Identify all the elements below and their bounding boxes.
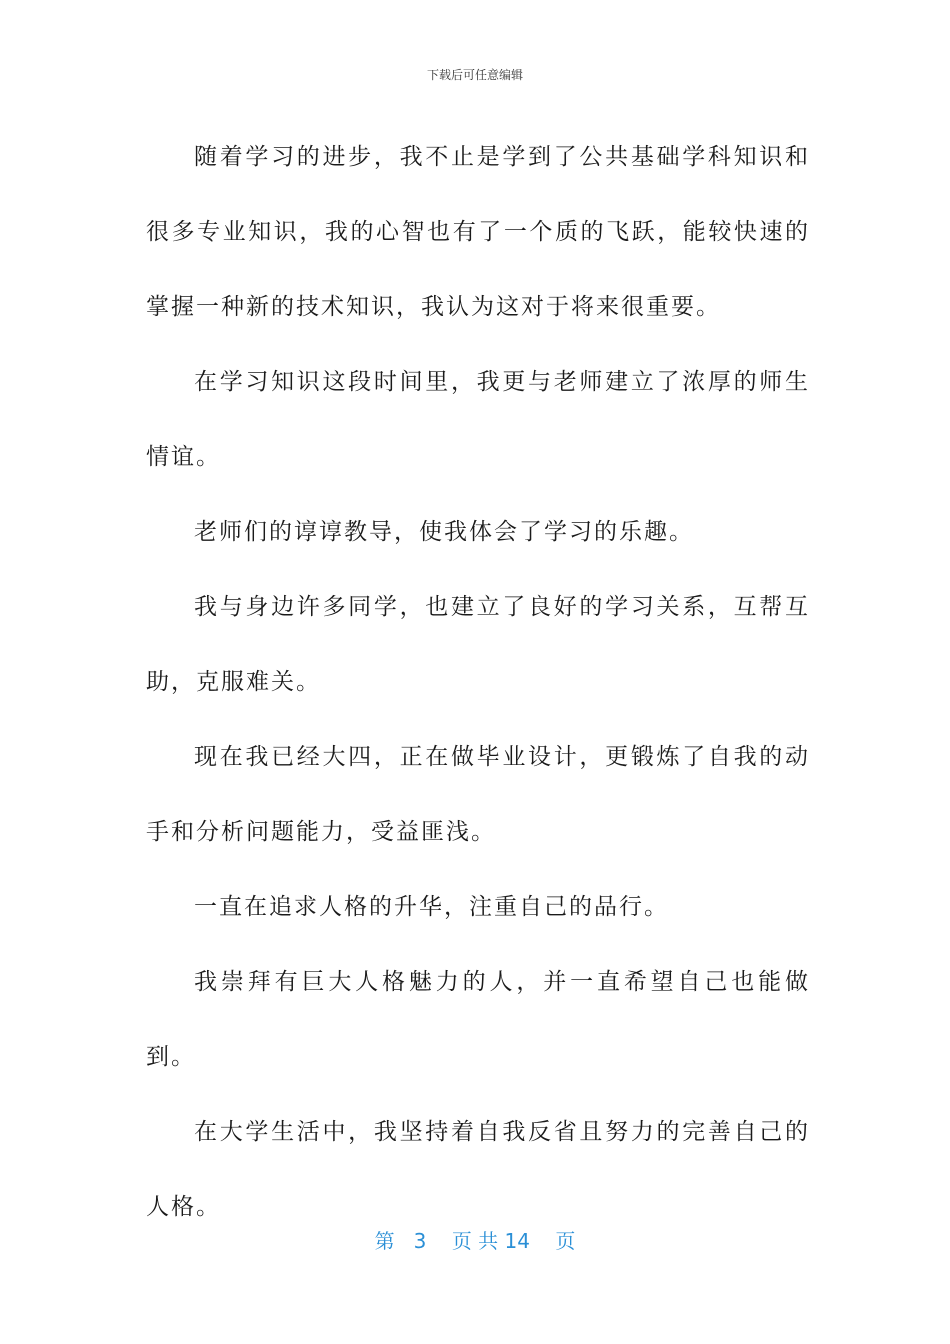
paragraph: 随着学习的进步，我不止是学到了公共基础学科知识和很多专业知识，我的心智也有了一个质的飞跃，能较快速的掌握一种新的技术知识，我认为这对于将来很重要。 (146, 144, 810, 320)
paragraph: 现在我已经大四，正在做毕业设计，更锻炼了自我的动手和分析问题能力，受益匪浅。 (146, 744, 810, 845)
footer-label-ye-gong: 页 共 (451, 1229, 499, 1253)
paragraph: 我崇拜有巨大人格魅力的人，并一直希望自己也能做到。 (146, 969, 810, 1070)
paragraph: 一直在追求人格的升华，注重自己的品行。 (194, 894, 669, 920)
footer-label-ye: 页 (555, 1229, 576, 1253)
body-text (146, 120, 810, 1245)
footer-total-pages: 14 (504, 1229, 530, 1253)
footer-current-page: 3 (413, 1229, 427, 1253)
paragraph: 在学习知识这段时间里，我更与老师建立了浓厚的师生情谊。 (146, 369, 810, 470)
footer-label-di: 第 (374, 1229, 395, 1253)
page-footer (0, 1225, 950, 1254)
paragraph: 我与身边许多同学，也建立了良好的学习关系，互帮互助，克服难关。 (146, 594, 810, 695)
paragraph: 老师们的谆谆教导，使我体会了学习的乐趣。 (194, 519, 694, 545)
header-note: 下载后可任意编辑 (426, 68, 523, 82)
paragraph: 在大学生活中，我坚持着自我反省且努力的完善自己的人格。 (146, 1119, 810, 1220)
